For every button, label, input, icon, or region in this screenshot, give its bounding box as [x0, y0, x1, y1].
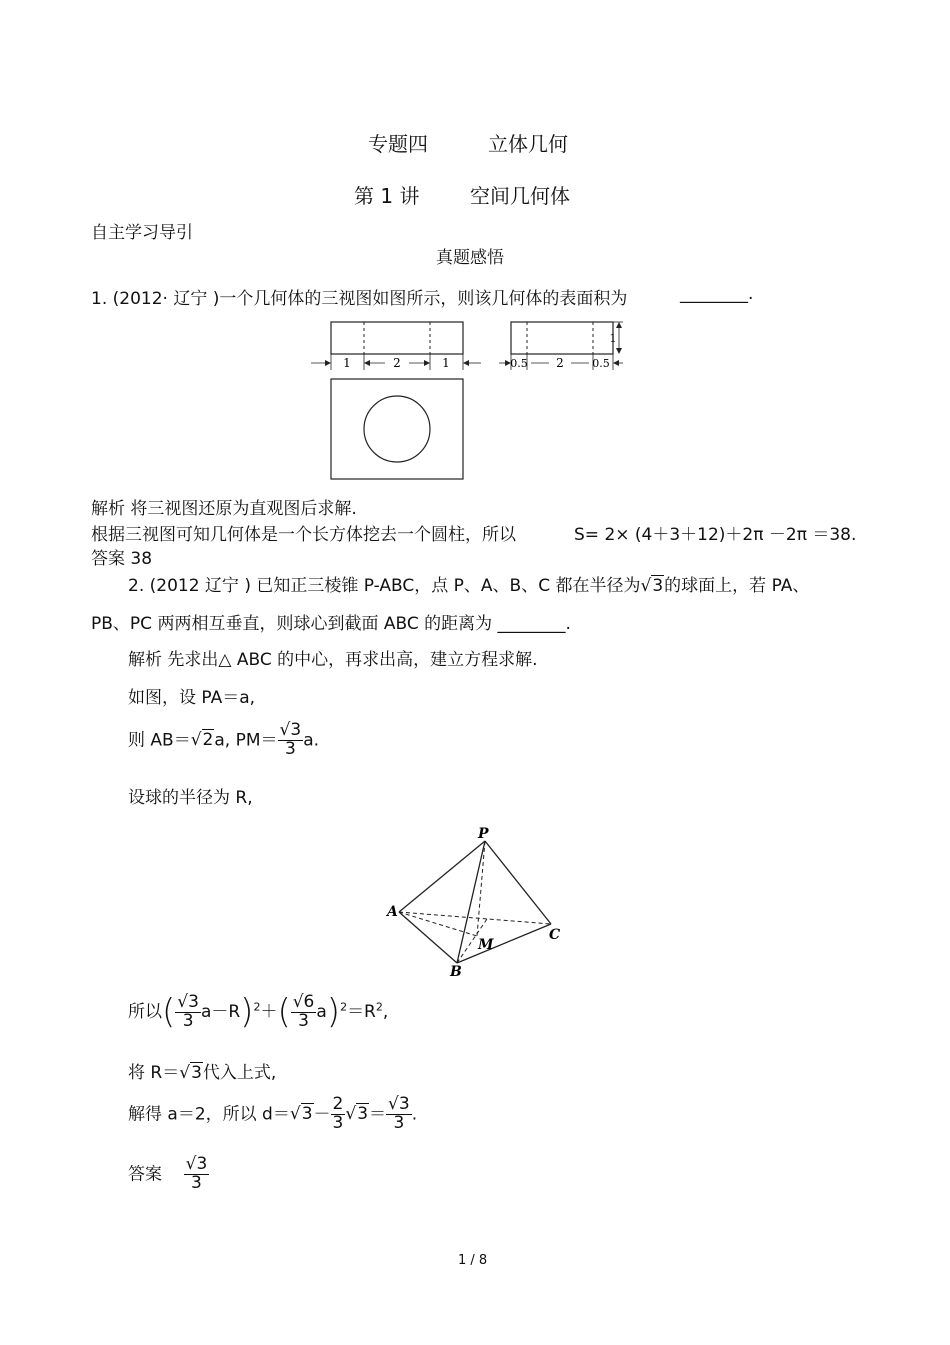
side-dim-3: 0.5	[592, 357, 610, 370]
solution-1-formula: S= 2× (4＋3＋12)＋2π －2π ＝38.	[574, 525, 857, 545]
solution-2-answer: 答案 $\frac{√3}{3}$	[128, 1154, 208, 1193]
solution-1-answer: 答案 38	[91, 549, 153, 569]
problem-1-blank: ________.	[680, 284, 754, 304]
side-dim-2: 2	[556, 356, 564, 370]
solution-2-analysis: 解析 先求出△ ABC 的中心，再求出高，建立方程求解.	[128, 650, 538, 670]
section-heading: 自主学习导引	[91, 223, 193, 243]
problem-2-line-2: PB、PC 两两相互垂直，则球心到截面 ABC 的距离为 ________.	[91, 614, 571, 634]
three-view-figure	[305, 318, 635, 484]
solution-2-equation: 所以( $\frac{√3}{3}$ a－R)$^2$＋( $\frac{√6}{3}$ $a)^2=R^2$,	[128, 991, 389, 1032]
label-b: B	[450, 964, 462, 979]
problem-2-line-1: 2. (2012 辽宁 ) 已知正三棱锥 P-ABC，点 P、A、B、C 都在半径为√3的球面上，若 PA、	[128, 576, 810, 596]
chapter-title-right: 立体几何	[488, 132, 568, 156]
side-height-label: 1	[609, 332, 617, 345]
solution-2-solve: 解得 a＝2，所以 d＝√3－ $\frac{2}{3}$ √3＝ $\frac{√3}{3}$ .	[128, 1094, 418, 1133]
front-dim-2: 2	[393, 356, 401, 370]
front-dim-1: 1	[343, 356, 351, 370]
front-dim-3: 1	[442, 356, 450, 370]
solution-2-substitute: 将 R＝√3代入上式,	[128, 1063, 277, 1083]
side-view-rect	[511, 322, 613, 354]
label-p: P	[478, 826, 489, 842]
page-number: 1 / 8	[458, 1253, 488, 1268]
problem-1-text: 1. (2012· 辽宁 )一个几何体的三视图如图所示，则该几何体的表面积为	[91, 289, 628, 309]
side-dim-1: 0.5	[510, 357, 528, 370]
solution-2-ab-pm: 则 AB＝√2a, PM＝ $\frac{√3}{3}$ a.	[128, 720, 320, 759]
chapter-title-left: 专题四	[368, 132, 428, 156]
front-view-rect	[331, 322, 463, 354]
solution-1-analysis: 解析 将三视图还原为直观图后求解.	[91, 499, 357, 519]
top-view-circle	[364, 396, 430, 462]
top-view-rect	[331, 379, 463, 479]
tetrahedron-figure	[383, 823, 573, 979]
section-subheading: 真题感悟	[436, 248, 504, 268]
solution-2-radius: 设球的半径为 R,	[128, 788, 253, 808]
solution-2-setup: 如图，设 PA＝a,	[128, 688, 256, 708]
lecture-title: 空间几何体	[470, 184, 570, 208]
lecture-number: 第 1 讲	[354, 184, 420, 208]
label-c: C	[549, 927, 561, 943]
label-m: M	[478, 937, 494, 953]
solution-1-reasoning: 根据三视图可知几何体是一个长方体挖去一个圆柱，所以	[91, 525, 516, 545]
label-a: A	[387, 904, 398, 920]
